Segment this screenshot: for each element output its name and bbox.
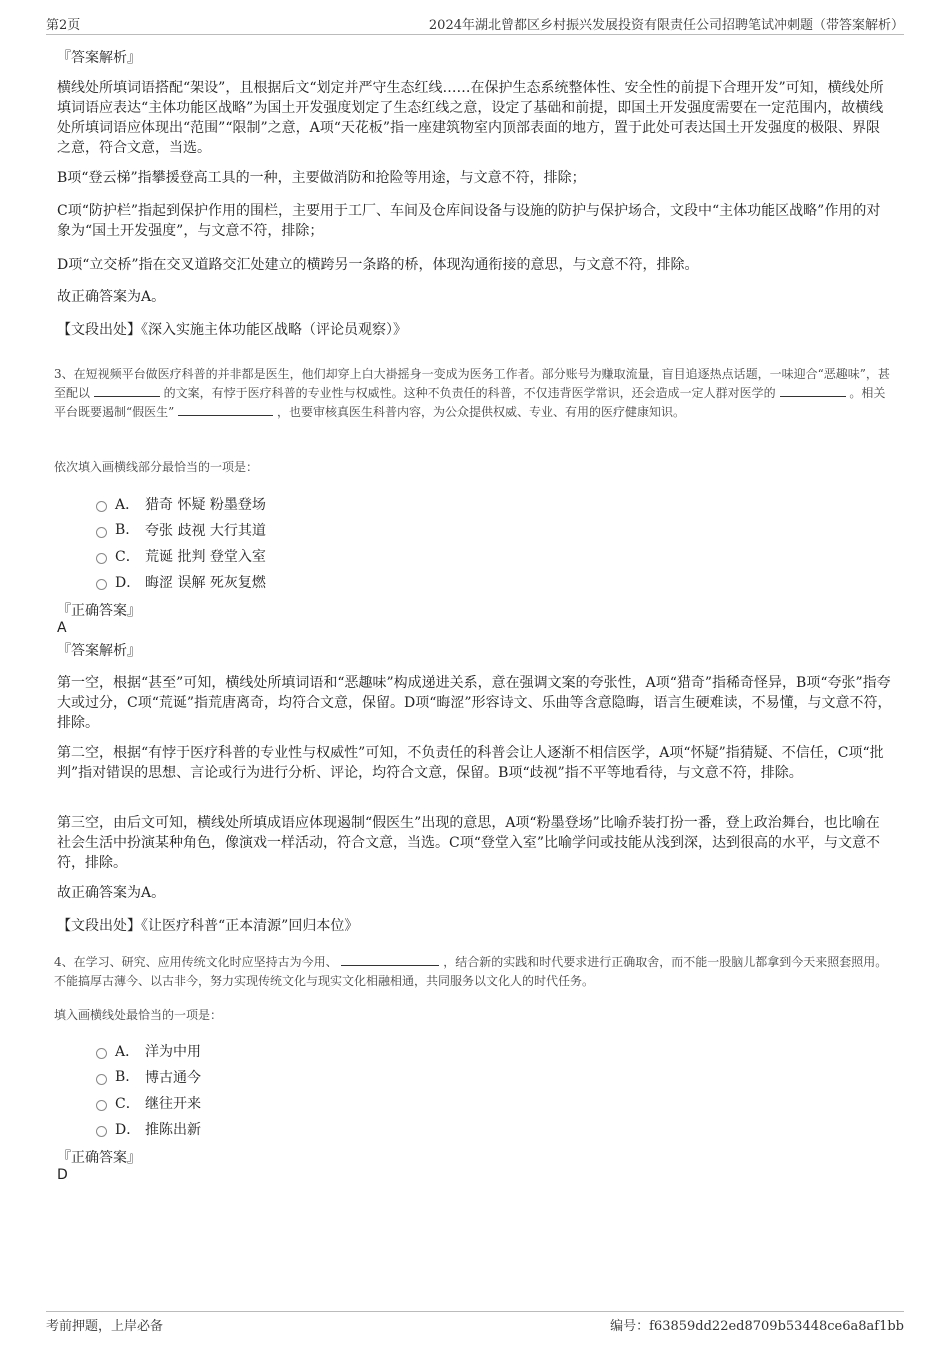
option-b[interactable]: B. 夸张 歧视 大行其道 <box>96 520 266 540</box>
fill-blank <box>178 403 273 416</box>
radio-icon[interactable] <box>96 579 107 590</box>
option-d[interactable]: D． 推陈出新 <box>96 1119 201 1139</box>
analysis-paragraph: C项“防护栏”指起到保护作用的围栏，主要用于工厂、车间及仓库间设备与设施的防护与保护场合，文段中“主体功能区战略”作用的对象为“国土开发强度”，与文意不符，排除； <box>57 203 881 239</box>
passage-source: 【文段出处】《深入实施主体功能区战略（评论员观察）》 <box>57 322 407 338</box>
page-header <box>46 14 904 35</box>
passage-source: 【文段出处】《让医疗科普“正本清源”回归本位》 <box>57 918 359 934</box>
analysis-paragraph: D项“立交桥”指在交叉道路交汇处建立的横跨另一条路的桥，体现沟通衔接的意思，与文意不符，排除。 <box>57 257 699 273</box>
option-a[interactable]: A． 猎奇 怀疑 粉墨登场 <box>96 494 266 514</box>
analysis-paragraph: B项“登云梯”指攀援登高工具的一种，主要做消防和抢险等用途，与文意不符，排除； <box>57 170 586 186</box>
correct-answer-label: 『正确答案』 <box>57 1150 141 1166</box>
correct-answer-label: 『正确答案』 <box>57 603 141 619</box>
radio-icon[interactable] <box>96 1074 107 1085</box>
answer-conclusion: 故正确答案为A。 <box>57 885 166 901</box>
question-prompt: 填入画横线处最恰当的一项是： <box>54 1008 223 1022</box>
analysis-label: 『答案解析』 <box>57 643 141 659</box>
page-footer <box>46 1311 904 1332</box>
analysis-paragraph: 第三空，由后文可知，横线处所填成语应体现遏制“假医生”出现的意思，A项“粉墨登场”比喻乔装打扮一番，登上政治舞台，也比喻在社会生活中扮演某种角色，像演戏一样活动，符合文意，当选。C项“登堂入室”比喻学问或技能从浅到深，达到很高的水平，与文意不符，排除。 <box>57 815 881 871</box>
fill-blank <box>94 384 160 397</box>
radio-icon[interactable] <box>96 1126 107 1137</box>
analysis-paragraph: 横线处所填词语搭配“架设”，且根据后文“划定并严守生态红线……在保护生态系统整体性、安全性的前提下合理开发”可知，横线处所填词语应表达“主体功能区战略”为国土开发强度划定了生态红线之意，设定了基础和前提，即国土开发强度需要在一定范围内，故横线处所填词语应体现出“范围”“限制”之意，A项“天花板”指一座建筑物室内顶部表面的地方，置于此处可表达国土开发强度的极限、界限之意，符合文意，当选。 <box>57 80 884 156</box>
analysis-label: 『答案解析』 <box>57 50 141 66</box>
footer-slogan: 考前押题，上岸必备 <box>46 1319 164 1334</box>
radio-icon[interactable] <box>96 527 107 538</box>
option-d[interactable]: D． 晦涩 误解 死灰复燃 <box>96 572 266 592</box>
fill-blank <box>341 953 439 966</box>
option-a[interactable]: A． 洋为中用 <box>96 1041 201 1061</box>
analysis-paragraph: 第一空，根据“甚至”可知，横线处所填词语和“恶趣味”构成递进关系，意在强调文案的夸张性，A项“猎奇”指稀奇怪异，B项“夸张”指夸大或过分，C项“荒诞”指荒唐离奇，均符合文意，保留。D项“晦涩”形容诗文、乐曲等含意隐晦，语言生硬难读，不易懂，与文意不符，排除。 <box>57 675 892 731</box>
question-3-stem: 3、在短视频平台做医疗科普的并非都是医生，他们却穿上白大褂摇身一变成为医务工作者。部分账号为赚取流量，盲目追逐热点话题，一味迎合“恶趣味”，甚至配以 的文案，有悖于医疗科普的专业性与权威性。这种不负责任的科普，不仅违背医学常识，还会造成一定人群对医学的 。相关平台既要遏制“假医生” ，也要审核真医生科普内容，为公众提供权威、专业、有用的医疗健康知识。 <box>54 367 890 419</box>
question-prompt: 依次填入画横线部分最恰当的一项是： <box>54 460 259 474</box>
fill-blank <box>780 384 846 397</box>
radio-icon[interactable] <box>96 1100 107 1111</box>
option-c[interactable]: C． 继往开来 <box>96 1093 201 1113</box>
page-number: 第2页 <box>46 18 81 33</box>
option-b[interactable]: B. 博古通今 <box>96 1067 201 1087</box>
option-c[interactable]: C． 荒诞 批判 登堂入室 <box>96 546 266 566</box>
analysis-paragraph: 第二空，根据“有悖于医疗科普的专业性与权威性”可知，不负责任的科普会让人逐渐不相信医学，A项“怀疑”指猜疑、不信任，C项“批判”指对错误的思想、言论或行为进行分析、评论，均符合文意，保留。B项“歧视”指不平等地看待，与文意不符，排除。 <box>57 745 884 781</box>
radio-icon[interactable] <box>96 553 107 564</box>
correct-answer: A <box>57 620 67 636</box>
correct-answer: D <box>57 1167 68 1183</box>
question-4-stem: 4、在学习、研究、应用传统文化时应坚持古为今用、 ，结合新的实践和时代要求进行正确取舍，而不能一股脑儿都拿到今天来照套照用。不能搞厚古薄今、以古非今，努力实现传统文化与现实文化相融相通，共同服务以文化人的时代任务。 <box>54 955 888 988</box>
document-title: 2024年湖北曾都区乡村振兴发展投资有限责任公司招聘笔试冲刺题（带答案解析） <box>428 18 904 33</box>
answer-conclusion: 故正确答案为A。 <box>57 289 166 305</box>
document-code: 编号：f63859dd22ed8709b53448ce6a8af1bb <box>610 1319 904 1334</box>
radio-icon[interactable] <box>96 501 107 512</box>
radio-icon[interactable] <box>96 1048 107 1059</box>
